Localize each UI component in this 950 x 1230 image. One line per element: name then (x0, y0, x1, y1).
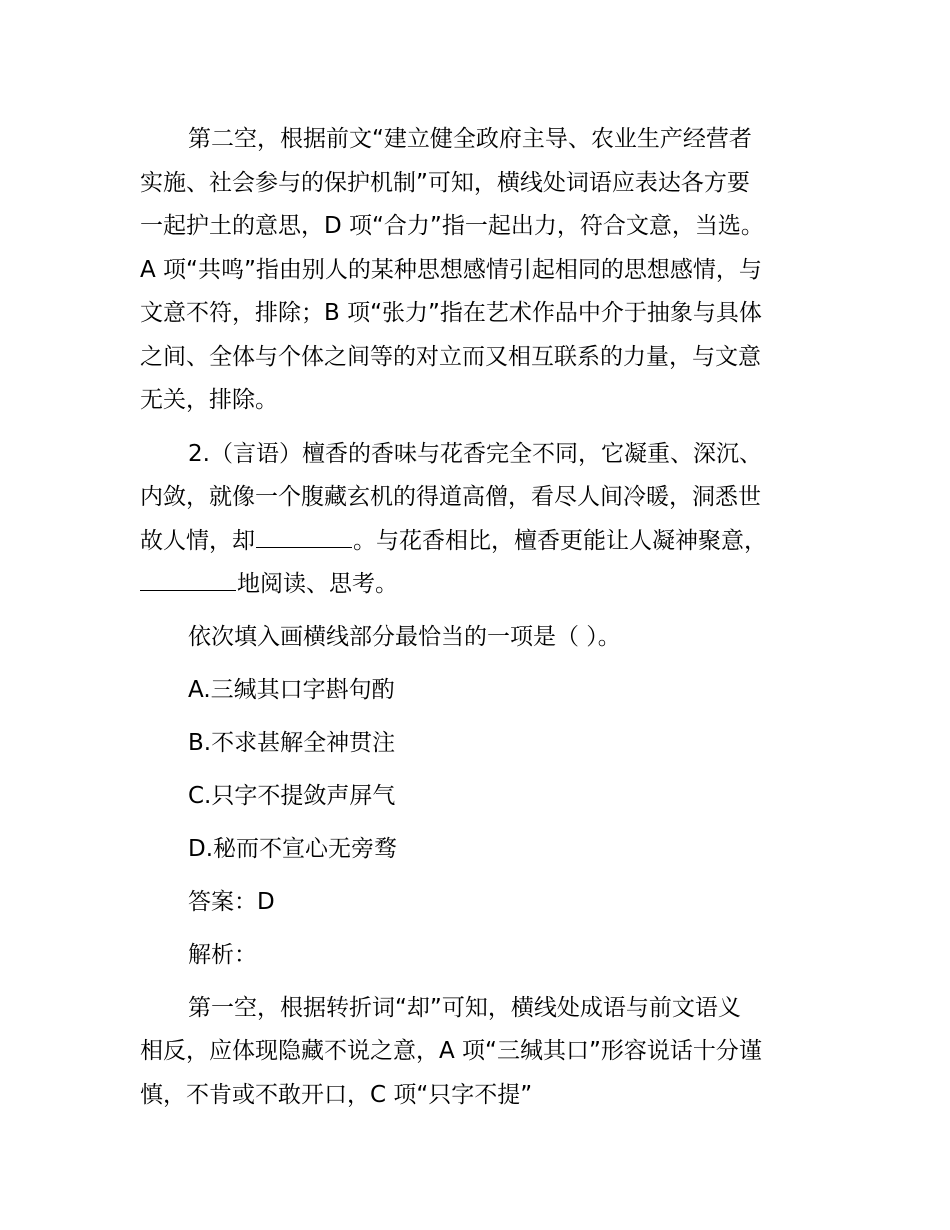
text-line: 第二空，根据前文“建立健全政府主导、农业生产经营者 (188, 126, 752, 152)
question-line: 内敛，就像一个腹藏玄机的得道高僧，看尽人间冷暖，洞悉世 (140, 484, 761, 510)
document-body (140, 118, 830, 1117)
text-line: 之间、全体与个体之间等的对立而又相互联系的力量，与文意 (140, 343, 761, 370)
text-line: 慎，不肯或不敢开口，C 项“只字不提” (140, 1081, 533, 1108)
question-stem (140, 433, 830, 607)
text-line: 实施、社会参与的保护机制”可知，横线处词语应表达各方要 (140, 169, 750, 196)
question-text: 故人情，却 (140, 527, 255, 554)
question-text: 。与花香相比，檀香更能让人凝神聚意， (353, 527, 767, 554)
question-text: 地阅读、思考。 (237, 571, 398, 597)
previous-analysis-paragraph (140, 118, 830, 423)
question-line (140, 520, 830, 564)
question-line: 2.（言语）檀香的香味与花香完全不同，它凝重、深沉、 (188, 440, 762, 467)
text-line: A 项“共鸣”指由别人的某种思想感情引起相同的思想感情，与 (140, 256, 762, 283)
question-prompt: 依次填入画横线部分最恰当的一项是（ ）。 (188, 623, 621, 650)
text-line: 文意不符，排除；B 项“张力”指在艺术作品中介于抽象与具体 (140, 300, 762, 326)
fill-blank-2 (140, 589, 236, 591)
option-a: A.三缄其口字斟句酌 (188, 676, 395, 703)
answer-line: 答案：D (188, 888, 275, 915)
next-analysis-paragraph (140, 987, 830, 1118)
option-c: C.只字不提敛声屏气 (188, 782, 396, 809)
analysis-label: 解析： (188, 941, 257, 968)
text-line: 相反，应体现隐藏不说之意，A 项“三缄其口”形容说话十分谨 (140, 1038, 762, 1064)
text-line: 第一空，根据转折词“却”可知，横线处成语与前文语义 (188, 994, 741, 1021)
text-line: 无关，排除。 (140, 387, 278, 413)
text-line: 一起护土的意思，D 项“合力”指一起出力，符合文意，当选。 (140, 213, 764, 239)
fill-blank-1 (256, 546, 352, 548)
question-line (140, 563, 830, 607)
option-b: B.不求甚解全神贯注 (188, 729, 396, 756)
option-d: D.秘而不宣心无旁骛 (188, 835, 398, 862)
